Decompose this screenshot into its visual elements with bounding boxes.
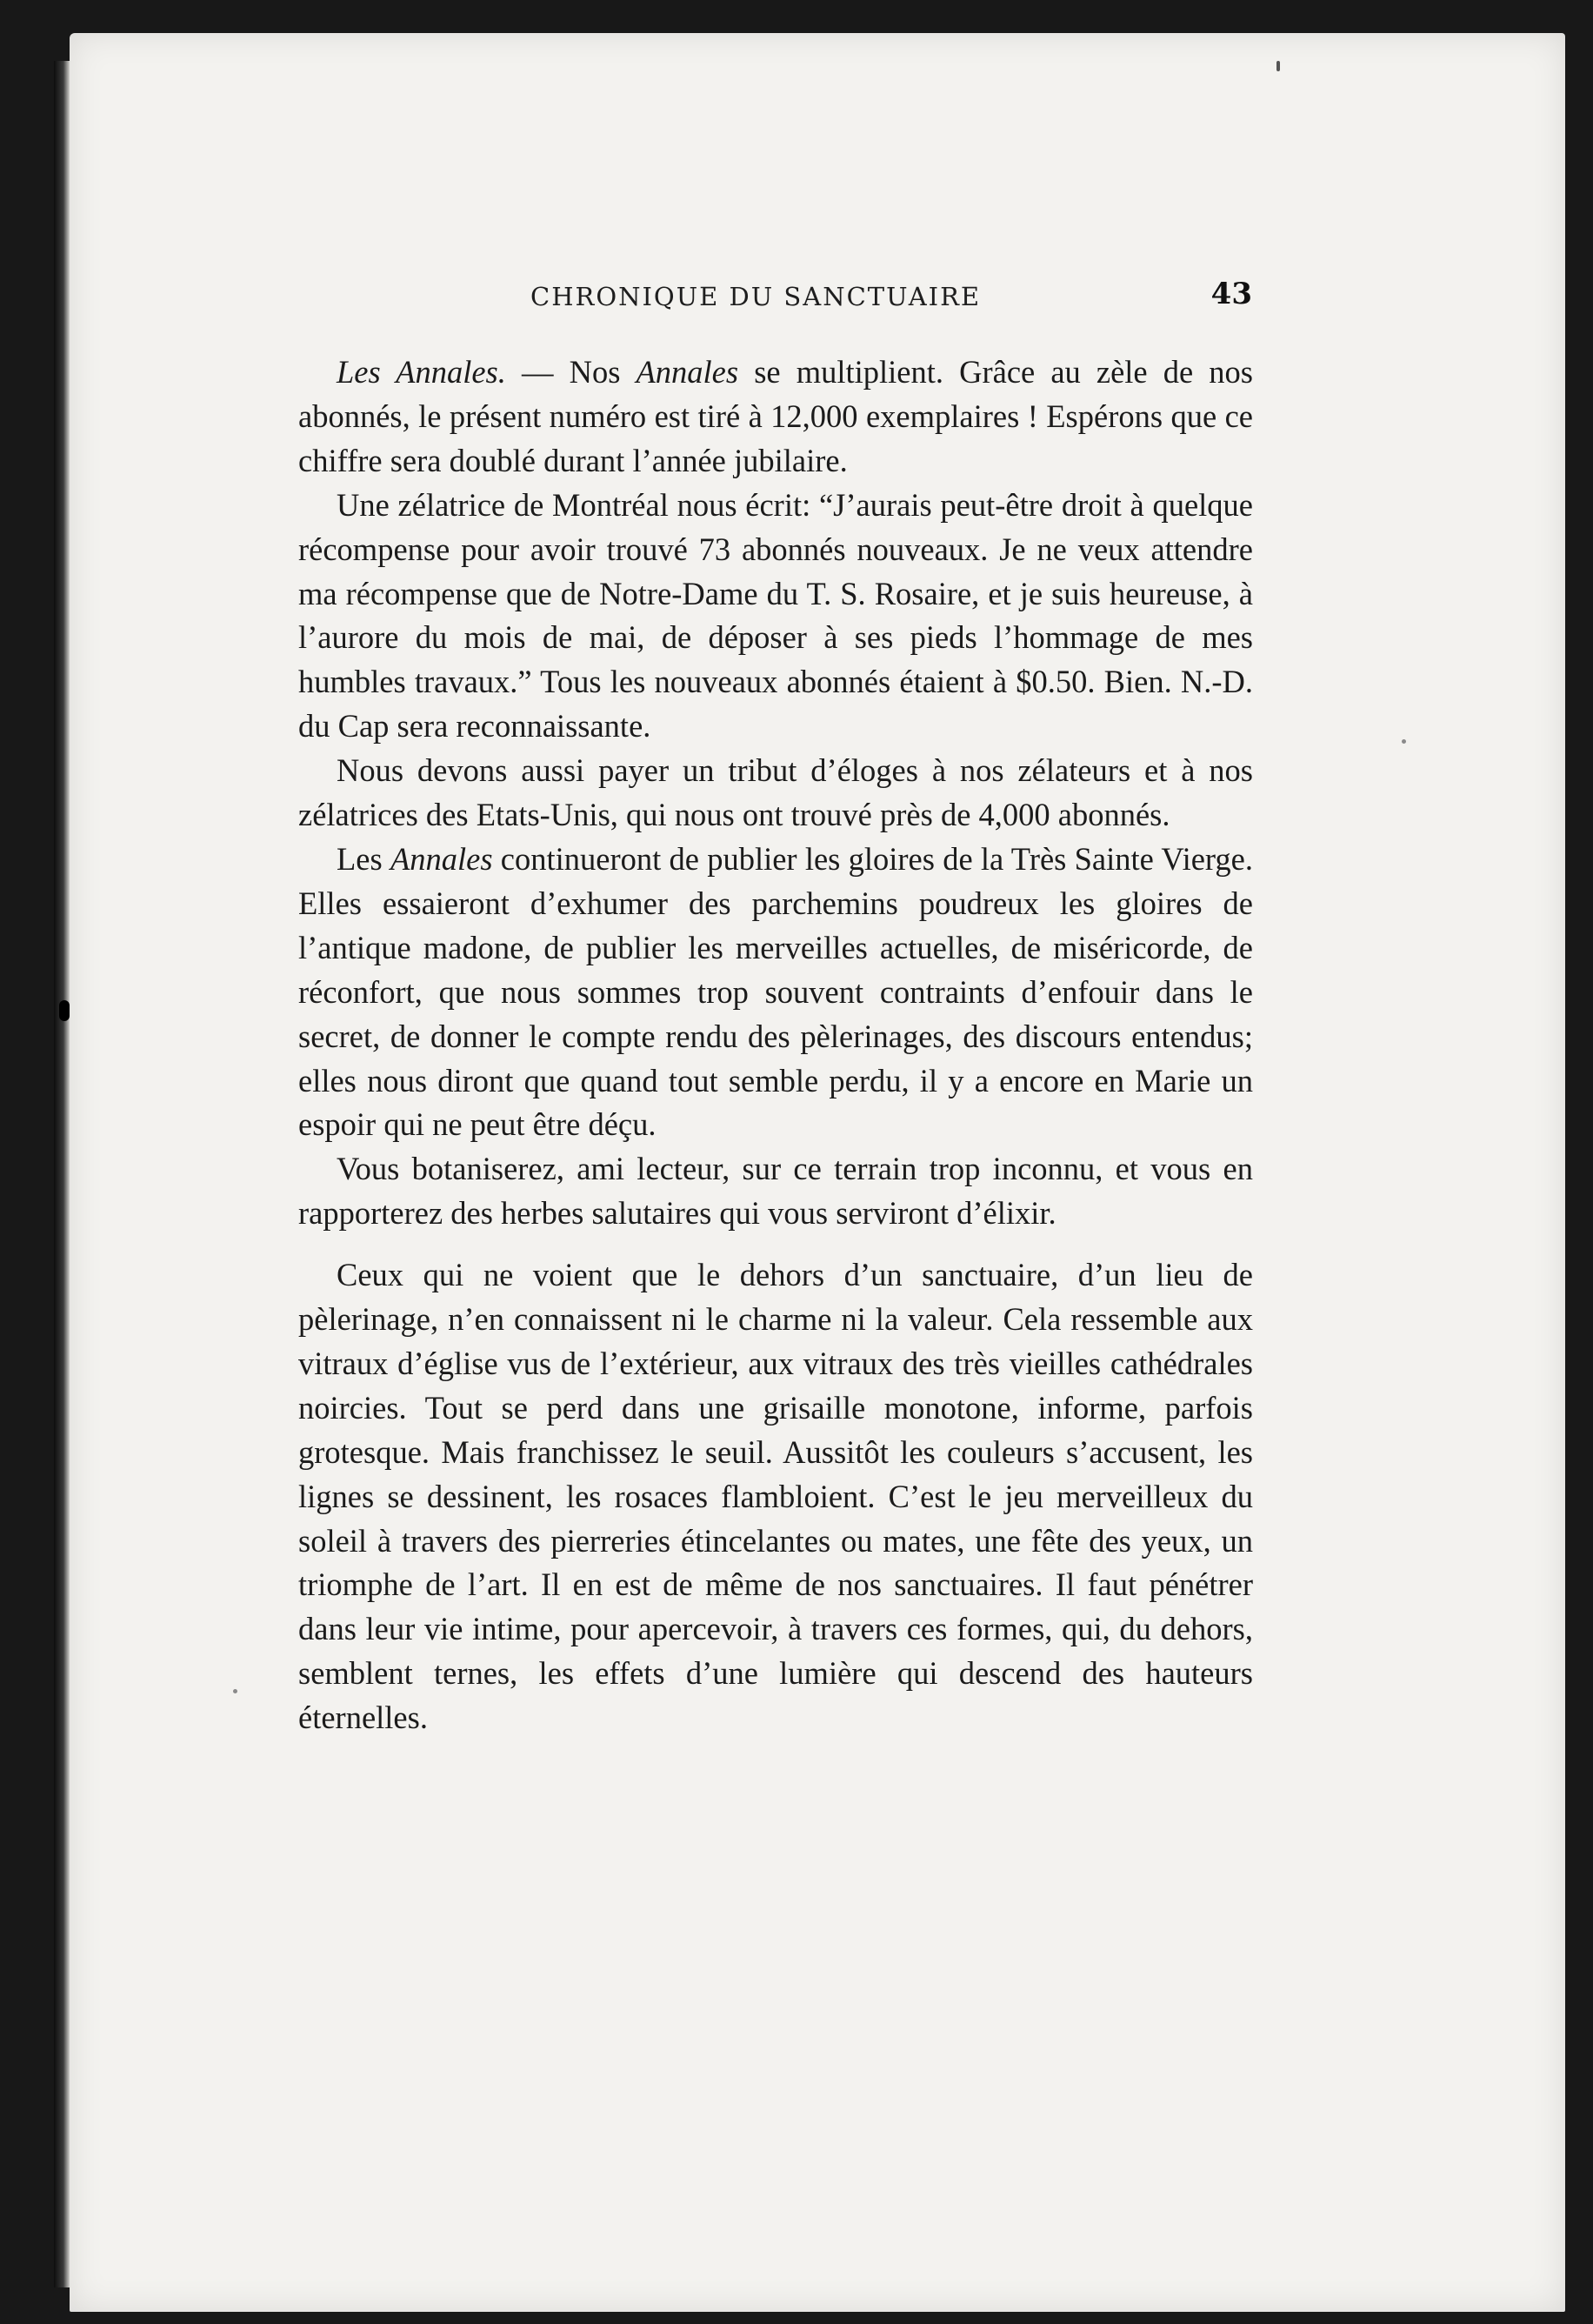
speck-mark (1402, 739, 1406, 744)
speck-mark (233, 1689, 237, 1693)
running-title: CHRONIQUE DU SANCTUAIRE (530, 282, 982, 311)
speck-mark (1276, 61, 1280, 71)
page-number: 43 (1210, 277, 1252, 311)
paragraph-etats-unis: Nous devons aussi payer un tribut d’éloges à nos zélateurs et à nos zélatrices des Etats-Unis, qui nous ont trouvé près de 4,000 abonnés. (298, 752, 1253, 833)
page-header (330, 277, 1252, 329)
paragraph-vitraux: Ceux qui ne voient que le dehors d’un sanctuaire, d’un lieu de pèlerinage, n’en connaissent ni le charme ni la valeur. Cela ressemble aux vitraux d’église vus de l’extérieur, aux vitraux des très vieilles cathédrales noircies. Tout se perd dans une grisaille monotone, informe, parfois grotesque. Mais franchissez le seuil. Aussitôt les couleurs s’accusent, les lignes se dessinent, les rosaces flambloient. C’est le jeu merveilleux du soleil à travers des pierreries étincelantes ou mates, une fête des yeux, un triomphe de l’art. Il en est de même de nos sanctuaires. Il faut pénétrer dans leur vie intime, pour apercevoir, à travers ces formes, qui, du dehors, semblent ternes, les effets d’une lumière qui descend des hauteurs éternelles. (298, 1257, 1253, 1736)
text-run: se multiplient. Grâce au zèle de nos abonnés, le présent numéro est tiré à 12,000 exemplaires ! Espérons que ce chiffre sera doublé durant l’année jubilaire. (298, 354, 1253, 478)
text-run: Les (337, 840, 390, 877)
italic-title: Annales (390, 840, 493, 877)
paragraph-zelatrice: Une zélatrice de Montréal nous écrit: “J’aurais peut-être droit à quelque récompense pour avoir trouvé 73 abonnés nouveaux. Je ne veux attendre ma récompense que de Notre-Dame du T. S. Rosaire, et je suis heureuse, à l’aurore du mois de mai, de déposer à ses pieds l’hommage de mes humbles travaux.” Tous les nouveaux abonnés étaient à $0.50. Bien. N.-D. du Cap sera reconnaissante. (298, 486, 1253, 745)
text-run: continueront de publier les gloires de la Très Sainte Vierge. Elles essaieront d’exhumer des parchemins poudreux les gloires de l’antique madone, de publier les merveilles actuelles, de miséricorde, de réconfort, que nous sommes trop souvent contraints d’enfouir dans le secret, de donner le compte rendu des pèlerinages, des discours entendus; elles nous diront que quand tout semble perdu, il y a encore en Marie un espoir qui ne peut être déçu. (298, 840, 1254, 1143)
paragraph-botaniserez: Vous botaniserez, ami lecteur, sur ce terrain trop inconnu, et vous en rapporterez des herbes salutaires qui vous serviront d’élixir. (298, 1151, 1253, 1232)
paragraph-annales (298, 351, 1253, 484)
italic-title: Annales (636, 354, 739, 390)
section-lead: Les Annales. (337, 354, 506, 390)
paragraph-gloires (298, 838, 1253, 1147)
page-body (298, 351, 1253, 1740)
book-gutter (54, 61, 70, 2287)
text-run: — Nos (505, 354, 637, 390)
binding-mark (59, 1000, 70, 1021)
